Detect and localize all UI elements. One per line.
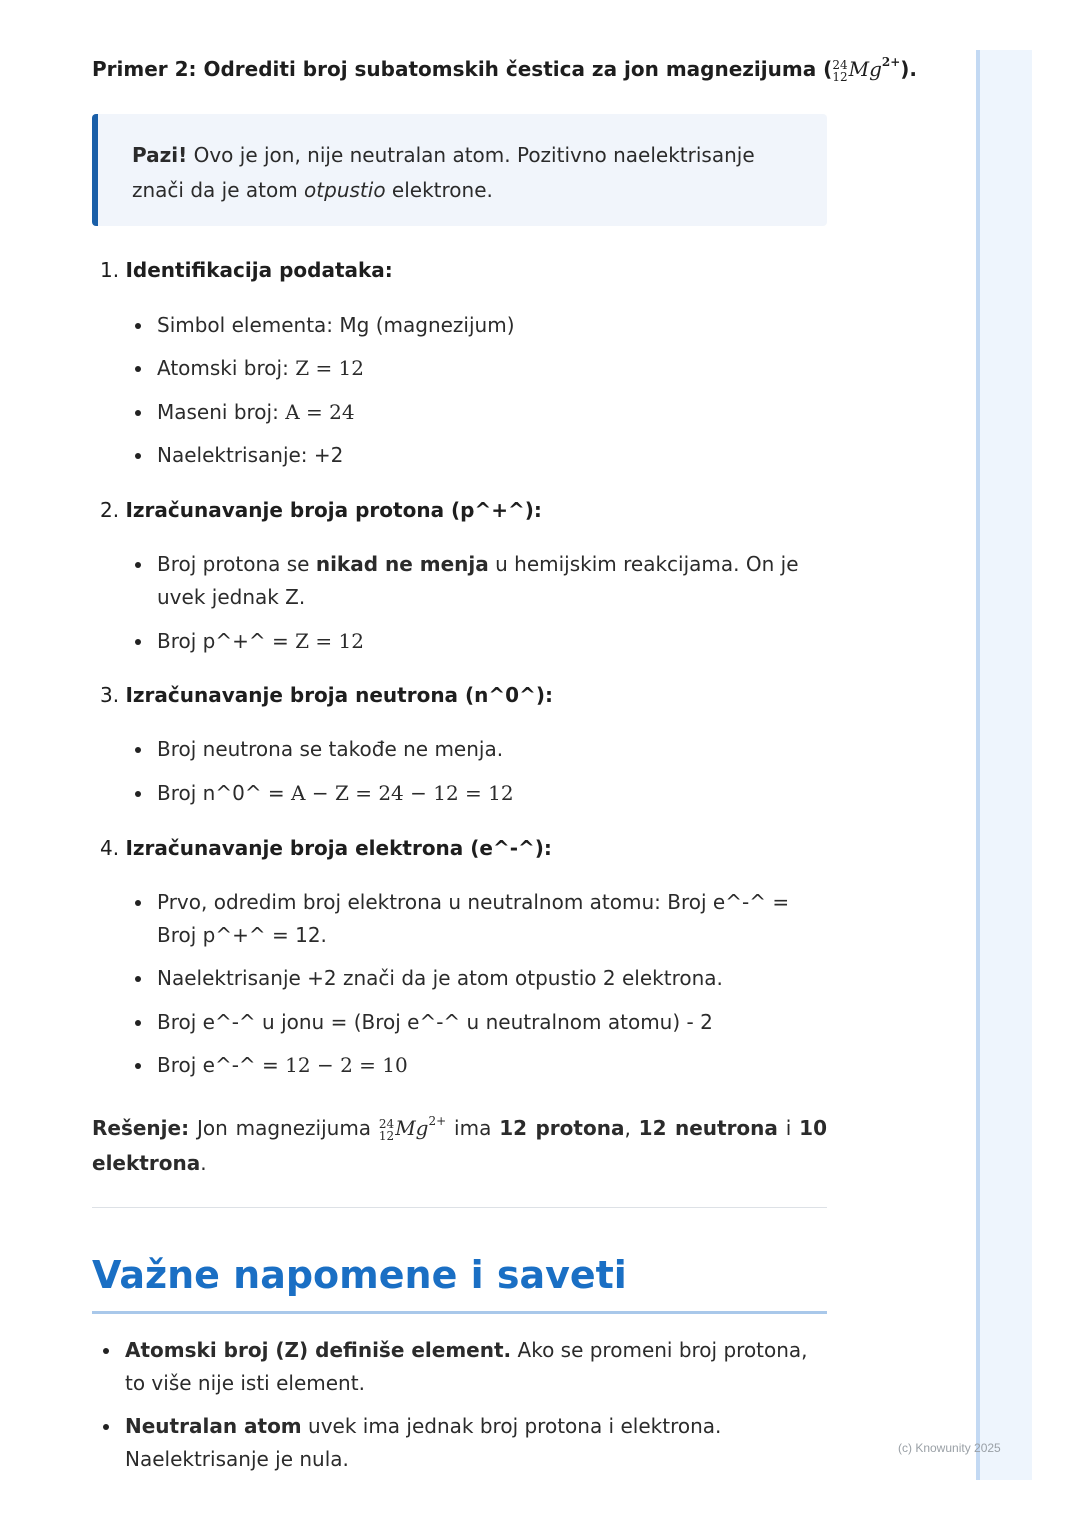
heading-underline: [92, 1311, 827, 1314]
solution-paragraph: Rešenje: Jon magnezijuma 24 12 $Mg^{2+}$ ima 12 protona, 12 neutrona i 10 elektrona.: [92, 1114, 828, 1175]
list-item: Neutralan atom uvek ima jednak broj protona i elektrona. Naelektrisanje je nula.: [125, 1410, 825, 1476]
list-item: Broj neutrona se takođe ne menja.: [157, 733, 817, 766]
list-item: Broj e^-^ = 12 − 2 = 10: [157, 1049, 817, 1082]
isotope-numbers: 24 12: [378, 1116, 395, 1143]
example-title: Primer 2: Odrediti broj subatomskih čestica za jon magnezijuma ( 24 12 $Mg^{2+}$).: [92, 55, 918, 84]
list-item: Simbol elementa: Mg (magnezijum): [157, 309, 817, 342]
list-item: Maseni broj: A = 24: [157, 396, 817, 429]
list-item: Prvo, odredim broj elektrona u neutralnom atomu: Broj e^-^ = Broj p^+^ = 12.: [157, 886, 817, 952]
list-item: Atomski broj: Z = 12: [157, 352, 817, 385]
section-heading: Važne napomene i saveti: [92, 1253, 627, 1297]
list-item: Broj n^0^ = A − Z = 24 − 12 = 12: [157, 777, 817, 810]
warning-callout: Pazi! Ovo je jon, nije neutralan atom. Pozitivno naelektrisanje znači da je atom otpustio elektrone.: [92, 114, 827, 226]
list-item: Broj e^-^ u jonu = (Broj e^-^ u neutralnom atomu) - 2: [157, 1006, 817, 1039]
step-3-title: 3. Izračunavanje broja neutrona (n^0^):: [100, 683, 553, 707]
list-item: Naelektrisanje +2 znači da je atom otpustio 2 elektrona.: [157, 962, 817, 995]
list-item: Broj protona se nikad ne menja u hemijskim reakcijama. On je uvek jednak Z.: [157, 548, 817, 614]
copyright: (c) Knowunity 2025: [898, 1441, 1001, 1455]
step-1-title: 1. Identifikacija podataka:: [100, 258, 393, 282]
list-item: Naelektrisanje: +2: [157, 439, 817, 472]
step-2-title: 2. Izračunavanje broja protona (p^+^):: [100, 498, 542, 522]
divider: [92, 1207, 827, 1208]
list-item: Atomski broj (Z) definiše element. Ako se promeni broj protona, to više nije isti element.: [125, 1334, 825, 1400]
list-item: Broj p^+^ = Z = 12: [157, 625, 817, 658]
step-4-title: 4. Izračunavanje broja elektrona (e^-^):: [100, 836, 552, 860]
right-sidebar: [976, 50, 1032, 1480]
isotope-numbers: 24 12: [832, 57, 848, 84]
